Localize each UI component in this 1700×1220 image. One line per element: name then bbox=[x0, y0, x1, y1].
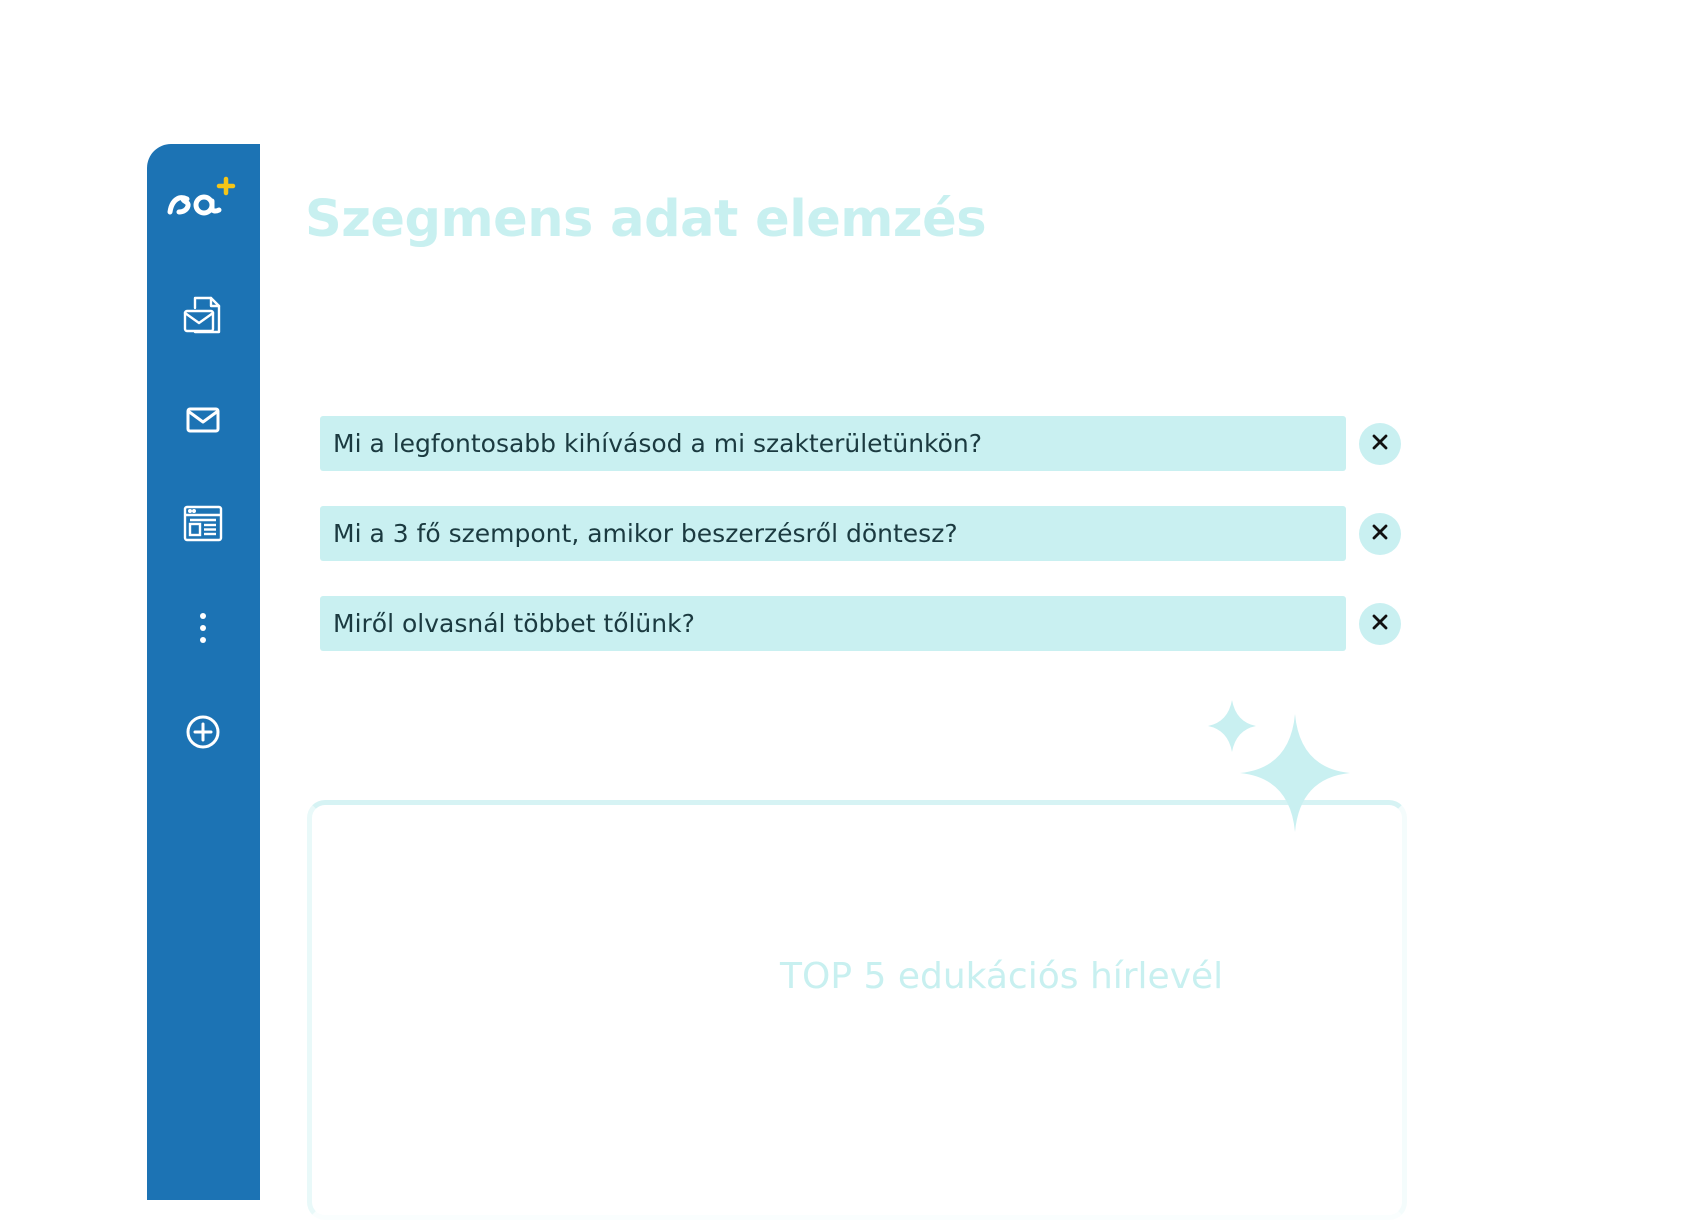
close-icon bbox=[1371, 613, 1389, 635]
newsletter-card bbox=[307, 800, 1407, 1220]
more-vertical-icon bbox=[193, 610, 213, 646]
remove-question-button[interactable] bbox=[1359, 603, 1401, 645]
envelope-icon bbox=[183, 400, 223, 440]
page-title: Szegmens adat elemzés bbox=[305, 190, 987, 249]
brand-logo[interactable] bbox=[164, 168, 248, 224]
question-row bbox=[320, 506, 1403, 561]
question-field[interactable]: Miről olvasnál többet tőlünk? bbox=[320, 596, 1346, 651]
question-field[interactable]: Mi a legfontosabb kihívásod a mi szakterületünkön? bbox=[320, 416, 1346, 471]
sidebar-item-more[interactable] bbox=[175, 600, 231, 656]
sparkles-icon bbox=[1196, 692, 1356, 846]
sidebar-item-add[interactable] bbox=[175, 704, 231, 760]
sidebar-item-mail-document[interactable] bbox=[175, 288, 231, 344]
sidebar bbox=[147, 144, 260, 1200]
close-icon bbox=[1371, 523, 1389, 545]
question-row bbox=[320, 596, 1403, 651]
remove-question-button[interactable] bbox=[1359, 513, 1401, 555]
add-circle-icon bbox=[184, 713, 222, 751]
remove-question-button[interactable] bbox=[1359, 423, 1401, 465]
close-icon bbox=[1371, 433, 1389, 455]
question-row bbox=[320, 416, 1403, 471]
question-field[interactable]: Mi a 3 fő szempont, amikor beszerzésről döntesz? bbox=[320, 506, 1346, 561]
mail-document-icon bbox=[181, 294, 225, 338]
sidebar-item-email[interactable] bbox=[175, 392, 231, 448]
card-caption: TOP 5 edukációs hírlevél bbox=[780, 956, 1224, 997]
sidebar-item-newsletter[interactable] bbox=[175, 496, 231, 552]
newsletter-layout-icon bbox=[182, 503, 224, 545]
